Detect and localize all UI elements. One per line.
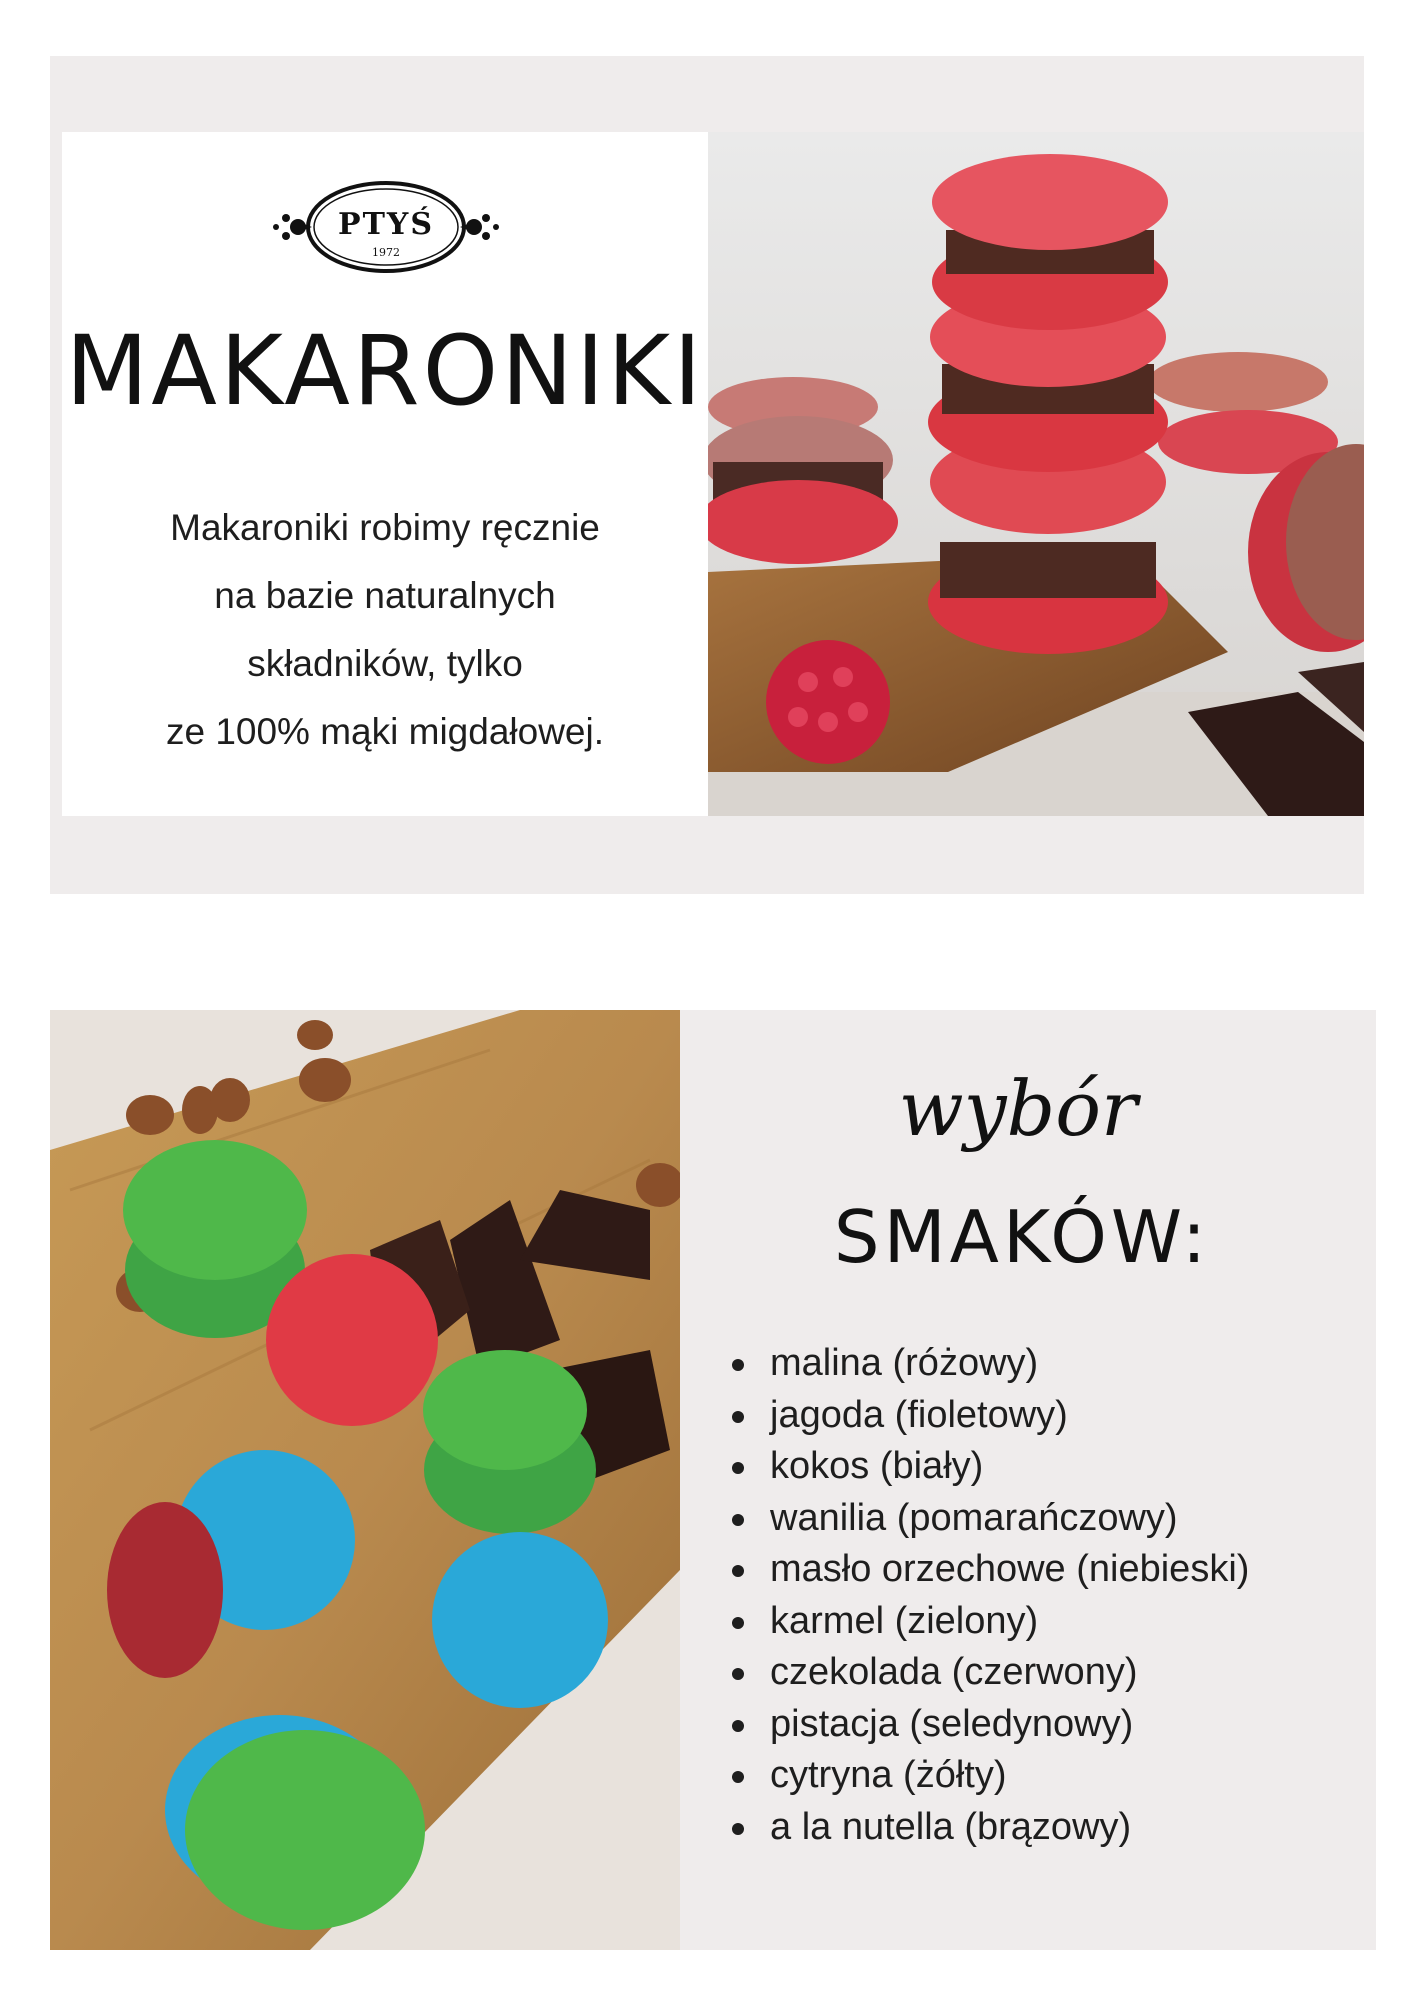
intro-text xyxy=(62,494,708,766)
intro-line: Makaroniki robimy ręcznie xyxy=(170,507,600,548)
intro-line: na bazie naturalnych xyxy=(214,575,556,616)
flavor-item: czekolada (czerwony) xyxy=(770,1647,1249,1699)
macaron-red xyxy=(266,1254,438,1426)
flavor-item: jagoda (fioletowy) xyxy=(770,1390,1249,1442)
flavor-list xyxy=(770,1338,1249,1853)
photo-stacked-macarons xyxy=(708,132,1364,816)
bullet-dot-icon xyxy=(732,1720,744,1732)
bullet-dot-icon xyxy=(732,1668,744,1680)
bullet-dot-icon xyxy=(732,1411,744,1423)
ptys-logo xyxy=(268,174,504,280)
bullet-dot-icon xyxy=(732,1771,744,1783)
intro-line: ze 100% mąki migdałowej. xyxy=(165,711,605,752)
macaron-green-3 xyxy=(185,1730,425,1930)
bullet-dot-icon xyxy=(732,1359,744,1371)
macaron-green-2 xyxy=(423,1350,596,1534)
flavor-item: karmel (zielony) xyxy=(770,1596,1249,1648)
flavor-item: wanilia (pomarańczowy) xyxy=(770,1493,1249,1545)
flavor-item: pistacja (seledynowy) xyxy=(770,1699,1249,1751)
logo-name: PTYŚ xyxy=(338,207,434,242)
photo-colorful-macarons xyxy=(50,1010,680,1950)
bullet-dot-icon xyxy=(732,1514,744,1526)
flavors-heading: SMAKÓW: xyxy=(833,1195,1211,1279)
svg-text:wybór: wybór xyxy=(898,1064,1138,1153)
flavor-item: kokos (biały) xyxy=(770,1441,1249,1493)
flavor-item: cytryna (żółty) xyxy=(770,1750,1249,1802)
flavor-item: masło orzechowe (niebieski) xyxy=(770,1544,1249,1596)
flavor-item: a la nutella (brązowy) xyxy=(770,1802,1249,1854)
bullet-dot-icon xyxy=(732,1565,744,1577)
bullet-dot-icon xyxy=(732,1823,744,1835)
macaron-blue-2 xyxy=(432,1532,608,1708)
script-word-wybor xyxy=(868,1030,1168,1190)
flavor-item: malina (różowy) xyxy=(770,1338,1249,1390)
macaron-red-side xyxy=(107,1502,223,1678)
bullet-dot-icon xyxy=(732,1617,744,1629)
bullet-dot-icon xyxy=(732,1462,744,1474)
logo-year: 1972 xyxy=(372,246,400,259)
stack-macaron-top xyxy=(932,154,1168,330)
intro-line: składników, tylko xyxy=(247,643,523,684)
page-title: MAKARONIKI xyxy=(65,315,705,427)
